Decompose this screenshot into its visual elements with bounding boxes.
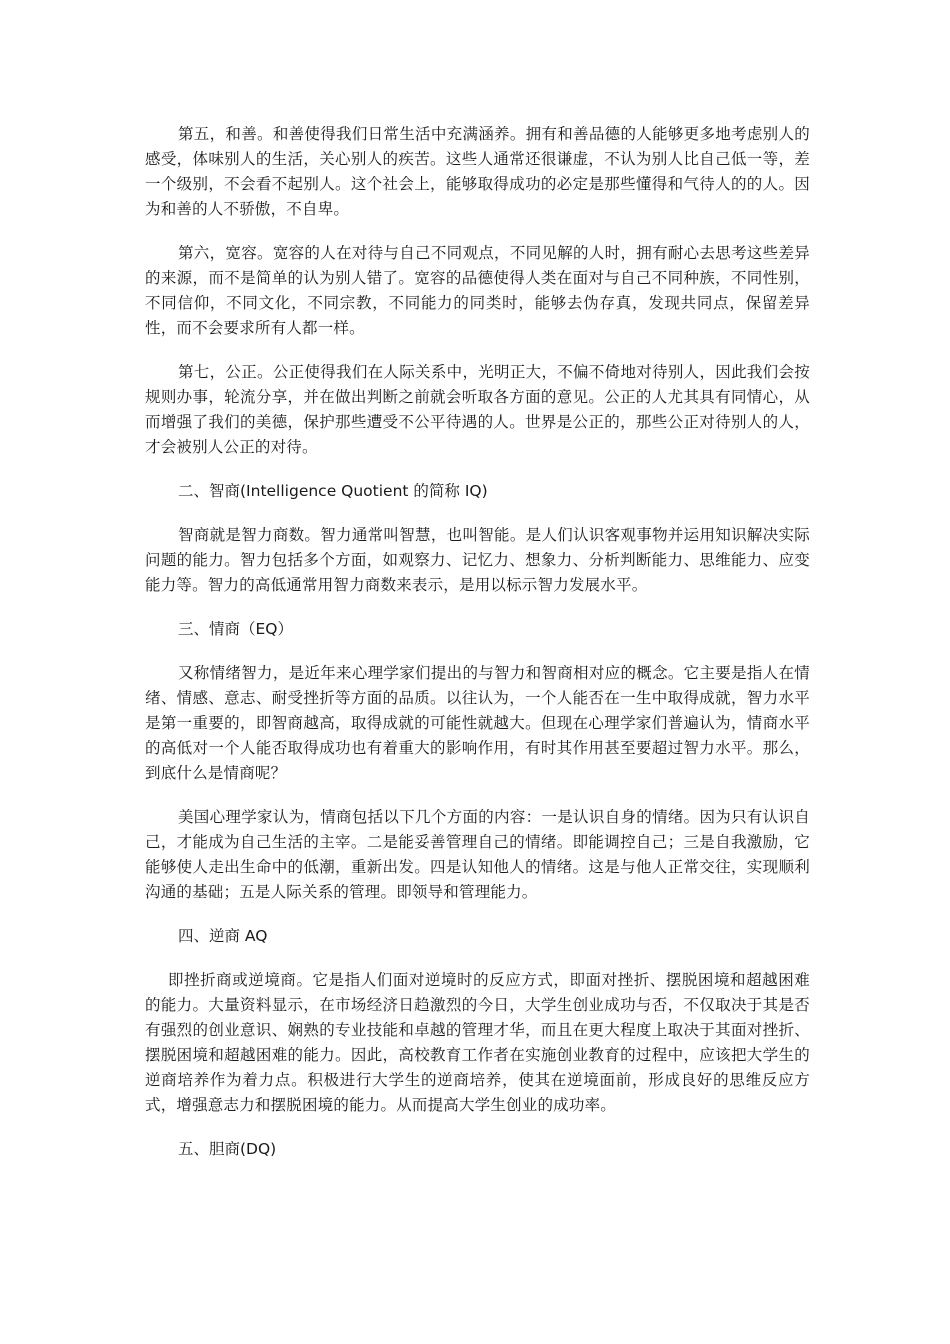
document-body xyxy=(145,122,810,1181)
heading-aq: 四、逆商 AQ xyxy=(178,927,268,945)
paragraph-iq: 智商就是智力商数。智力通常叫智慧，也叫智能。是人们认识客观事物并运用知识解决实际问题的能力。智力包括多个方面，如观察力、记忆力、想象力、分析判断能力、思维能力、应变能力等。智力的高低通常用智力商数来表示，是用以标示智力发展水平。 xyxy=(145,526,810,594)
heading-dq: 五、胆商(DQ) xyxy=(178,1140,277,1158)
paragraph-fairness: 第七，公正。公正使得我们在人际关系中，光明正大，不偏不倚地对待别人，因此我们会按规则办事，轮流分享，并在做出判断之前就会听取各方面的意见。公正的人尤其具有同情心，从而增强了我们的美德，保护那些遭受不公平待遇的人。世界是公正的，那些公正对待别人的人，才会被别人公正的对待。 xyxy=(145,363,810,456)
paragraph-eq-definition: 又称情绪智力，是近年来心理学家们提出的与智力和智商相对应的概念。它主要是指人在情绪、情感、意志、耐受挫折等方面的品质。以往认为，一个人能否在一生中取得成就，智力水平是第一重要的，即智商越高，取得成就的可能性就越大。但现在心理学家们普遍认为，情商水平的高低对一个人能否取得成功也有着重大的影响作用，有时其作用甚至要超过智力水平。那么，到底什么是情商呢？ xyxy=(145,664,810,782)
paragraph-kindness: 第五，和善。和善使得我们日常生活中充满涵养。拥有和善品德的人能够更多地考虑别人的感受，体味别人的生活，关心别人的疾苦。这些人通常还很谦虚，不认为别人比自己低一等，差一个级别，不会看不起别人。这个社会上，能够取得成功的必定是那些懂得和气待人的的人。因为和善的人不骄傲，不自卑。 xyxy=(145,125,810,218)
heading-eq: 三、情商（EQ） xyxy=(178,620,293,638)
paragraph-aq: 即挫折商或逆境商。它是指人们面对逆境时的反应方式，即面对挫折、摆脱困境和超越困难的能力。大量资料显示，在市场经济日趋激烈的今日，大学生创业成功与否，不仅取决于其是否有强烈的创业意识、娴熟的专业技能和卓越的管理才华，而且在更大程度上取决于其面对挫折、摆脱困境和超越困难的能力。因此，高校教育工作者在实施创业教育的过程中，应该把大学生的逆商培养作为着力点。积极进行大学生的逆商培养，使其在逆境面前，形成良好的思维反应方式，增强意志力和摆脱困境的能力。从而提高大学生创业的成功率。 xyxy=(145,971,810,1114)
heading-iq: 二、智商(Intelligence Quotient 的简称 IQ) xyxy=(178,482,488,500)
paragraph-tolerance: 第六，宽容。宽容的人在对待与自己不同观点，不同见解的人时，拥有耐心去思考这些差异的来源，而不是简单的认为别人错了。宽容的品德使得人类在面对与自己不同种族，不同性别，不同信仰，不同文化，不同宗教，不同能力的同类时，能够去伪存真，发现共同点，保留差异性，而不会要求所有人都一样。 xyxy=(145,244,810,337)
paragraph-eq-components: 美国心理学家认为，情商包括以下几个方面的内容：一是认识自身的情绪。因为只有认识自己，才能成为自己生活的主宰。二是能妥善管理自己的情绪。即能调控自己；三是自我激励，它能够使人走出生命中的低潮，重新出发。四是认知他人的情绪。这是与他人正常交往，实现顺利沟通的基础；五是人际关系的管理。即领导和管理能力。 xyxy=(145,808,810,901)
